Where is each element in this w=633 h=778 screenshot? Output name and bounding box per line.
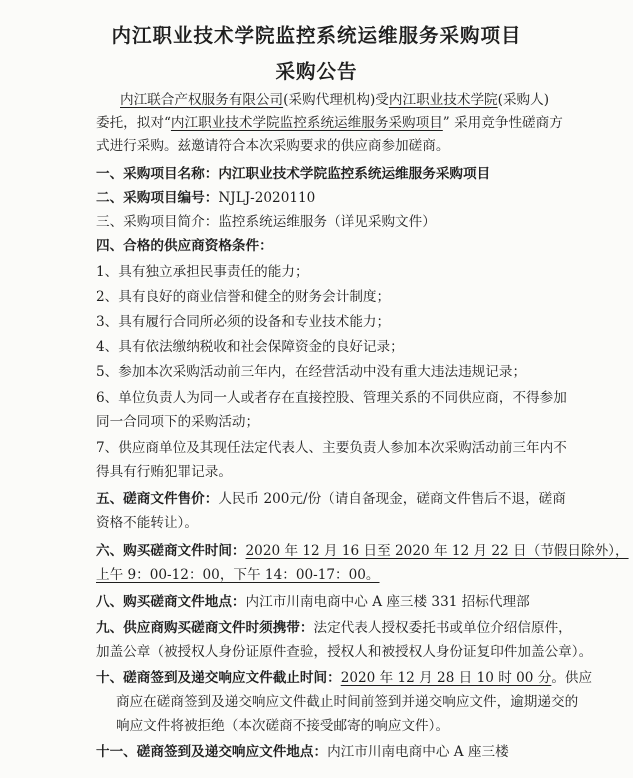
list-item: 6、单位负责人为同一人或者存在直接控股、管理关系的不同供应商，不得参加 — [96, 390, 567, 406]
agency-name: 内江联合产权服务有限公司 — [120, 92, 284, 108]
section-5-cont: 资格不能转让）。 — [96, 515, 198, 531]
section-10-value: 2020 年 12 月 28 日 10 时 00 分 — [340, 670, 552, 686]
section-3-label: 三、采购项目简介： — [96, 214, 219, 230]
section-6-value-2: 上午 9：00-12：00，下午 14：00-17：00。 — [96, 567, 380, 583]
section-6 — [96, 541, 629, 561]
section-10 — [96, 668, 599, 688]
section-6-label: 六、购买磋商文件时间： — [96, 543, 246, 559]
section-1-value: 内江职业技术学院监控系统运维服务采购项目 — [218, 166, 491, 182]
list-item: 同一合同项下的采购活动； — [96, 414, 260, 430]
section-3 — [96, 212, 599, 232]
document-title: 内江职业技术学院监控系统运维服务采购项目 — [111, 24, 522, 47]
section-5-label: 五、磋商文件售价： — [96, 491, 219, 507]
section-2-value: NJLJ-2020110 — [218, 190, 316, 206]
section-5-value: 人民币 200元/份（请自备现金，磋商文件售后不退，磋商 — [218, 491, 566, 507]
intro-project-name: 内江职业技术学院监控系统运维服务采购项目 — [170, 115, 443, 131]
list-item: 5、参加本次采购活动前三年内，在经营活动中没有重大违法违规记录； — [96, 364, 527, 380]
list-item: 1、具有独立承担民事责任的能力； — [96, 264, 309, 280]
section-2 — [96, 188, 599, 208]
section-10-tail: 。供应 — [551, 670, 593, 686]
section-4-label — [96, 236, 599, 256]
section-3-value: 监控系统运维服务（详见采购文件） — [218, 214, 436, 230]
section-1-label: 一、采购项目名称： — [96, 166, 219, 182]
section-10-cont: 商应在磋商签到及递交响应文件截止时间前签到并递交响应文件，逾期递交的 — [116, 694, 579, 710]
section-6-value: 2020 年 12 月 16 日至 2020 年 12 月 22 日（节假日除外）， — [245, 543, 629, 559]
section-2-label: 二、采购项目编号： — [96, 190, 219, 206]
section-10-label: 十、磋商签到及递交响应文件截止时间： — [96, 670, 341, 686]
list-item: 7、供应商单位及其现任法定代表人、主要负责人参加本次采购活动前三年内不 — [96, 440, 567, 456]
section-8 — [96, 592, 599, 612]
section-1 — [96, 164, 599, 184]
section-11 — [96, 742, 599, 762]
section-9-value: 法定代表人授权委托书或单位介绍信原件， — [313, 620, 572, 636]
intro-line-2 — [96, 113, 599, 133]
section-8-value: 内江市川南电商中心 A 座三楼 331 招标代理部 — [245, 594, 530, 610]
agency-role: (采购代理机构)受 — [283, 92, 389, 108]
list-item: 得具有行贿犯罪记录。 — [96, 464, 232, 480]
section-9 — [96, 618, 599, 638]
section-6-cont — [96, 565, 599, 585]
purchaser-role: (采购人) — [497, 92, 550, 108]
section-5 — [96, 489, 599, 509]
list-item: 4、具有依法缴纳税收和社会保障资金的良好记录； — [96, 339, 404, 355]
section-9-cont: 加盖公章（被授权人身份证原件查验，授权人和被授权人身份证复印件加盖公章）。 — [96, 644, 593, 660]
intro-text-a: 委托，拟对“ — [96, 115, 171, 131]
intro-line-1 — [120, 90, 599, 110]
list-item: 2、具有良好的商业信誉和健全的财务会计制度； — [96, 289, 391, 305]
section-8-label: 八、购买磋商文件地点： — [96, 594, 246, 610]
purchaser-name: 内江职业技术学院 — [388, 92, 498, 108]
intro-line-3: 式进行采购。兹邀请符合本次采购要求的供应商参加磋商。 — [96, 138, 450, 154]
section-9-label: 九、供应商购买磋商文件时须携带： — [96, 620, 314, 636]
document-subtitle: 采购公告 — [275, 60, 358, 83]
intro-text-b: ” 采用竞争性磋商方 — [442, 115, 563, 131]
section-4-label-text: 四、合格的供应商资格条件： — [96, 238, 273, 254]
section-11-label: 十一、磋商签到及递交响应文件地点： — [96, 744, 328, 760]
section-10-cont-2: 响应文件将被拒绝（本次磋商不接受邮寄的响应文件）。 — [116, 718, 450, 734]
section-11-value: 内江市川南电商中心 A 座三楼 — [327, 744, 509, 760]
list-item: 3、具有履行合同所必须的设备和专业技术能力； — [96, 314, 391, 330]
